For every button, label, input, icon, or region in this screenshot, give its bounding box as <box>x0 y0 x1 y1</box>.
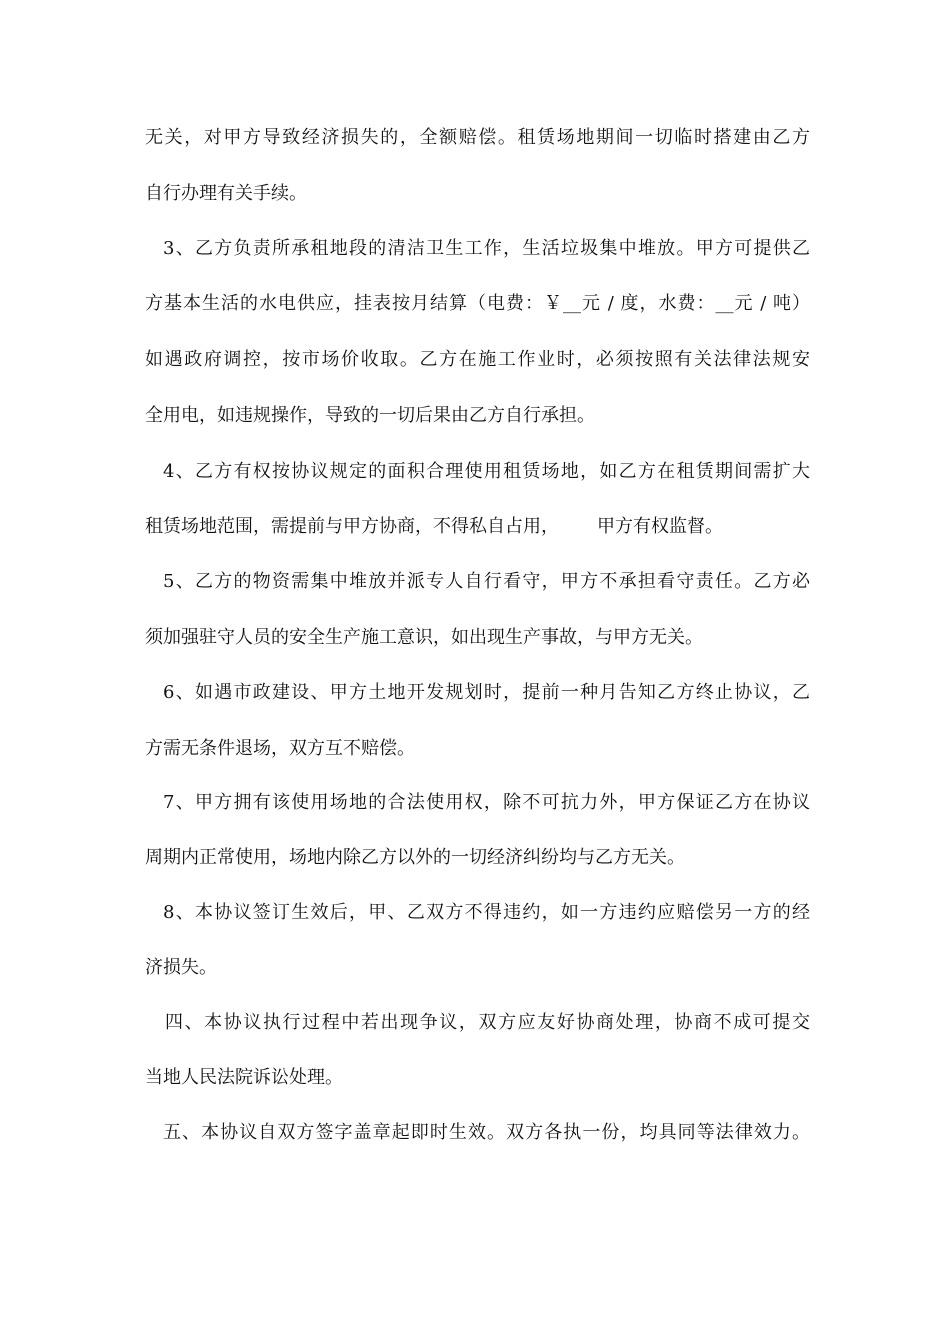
section-4-line: 四、本协议执行过程中若出现争议，双方应友好协商处理，协商不成可提交 <box>165 1012 810 1033</box>
text-line: 方基本生活的水电供应，挂表按月结算（电费：￥__元 / 度，水费：__元 / 吨） <box>145 293 810 314</box>
clause-4-line: 4、乙方有权按协议规定的面积合理使用租赁场地，如乙方在租赁期间需扩大 <box>163 461 810 482</box>
text-line: 全用电，如违规操作，导致的一切后果由乙方自行承担。 <box>145 405 595 426</box>
clause-5-line: 5、乙方的物资需集中堆放并派专人自行看守，甲方不承担看守责任。乙方必 <box>163 571 810 592</box>
clause-6-line: 6、如遇市政建设、甲方土地开发规划时，提前一种月告知乙方终止协议，乙 <box>163 682 810 703</box>
text-line: 方需无条件退场，双方互不赔偿。 <box>145 738 415 759</box>
text-line: 当地人民法院诉讼处理。 <box>145 1067 343 1088</box>
section-5-line: 五、本协议自双方签字盖章起即时生效。双方各执一份，均具同等法律效力。 <box>163 1122 810 1143</box>
clause-3-line: 3、乙方负责所承租地段的清洁卫生工作，生活垃圾集中堆放。甲方可提供乙 <box>163 238 810 259</box>
text-segment: 租赁场地范围，需提前与甲方协商，不得私自占用， <box>145 516 559 537</box>
text-line: 济损失。 <box>145 957 217 978</box>
clause-8-line: 8、本协议签订生效后，甲、乙双方不得违约，如一方违约应赔偿另一方的经 <box>163 902 810 923</box>
text-line: 如遇政府调控，按市场价收取。乙方在施工作业时，必须按照有关法律法规安 <box>145 349 810 370</box>
text-line: 无关，对甲方导致经济损失的，全额赔偿。租赁场地期间一切临时搭建由乙方 <box>145 127 810 148</box>
text-line <box>145 515 810 539</box>
text-line: 周期内正常使用，场地内除乙方以外的一切经济纠纷均与乙方无关。 <box>145 847 685 868</box>
clause-7-line: 7、甲方拥有该使用场地的合法使用权，除不可抗力外，甲方保证乙方在协议 <box>163 792 810 813</box>
text-line: 须加强驻守人员的安全生产施工意识，如出现生产事故，与甲方无关。 <box>145 627 703 648</box>
text-segment: 甲方有权监督。 <box>597 516 723 537</box>
text-line: 自行办理有关手续。 <box>145 183 307 204</box>
